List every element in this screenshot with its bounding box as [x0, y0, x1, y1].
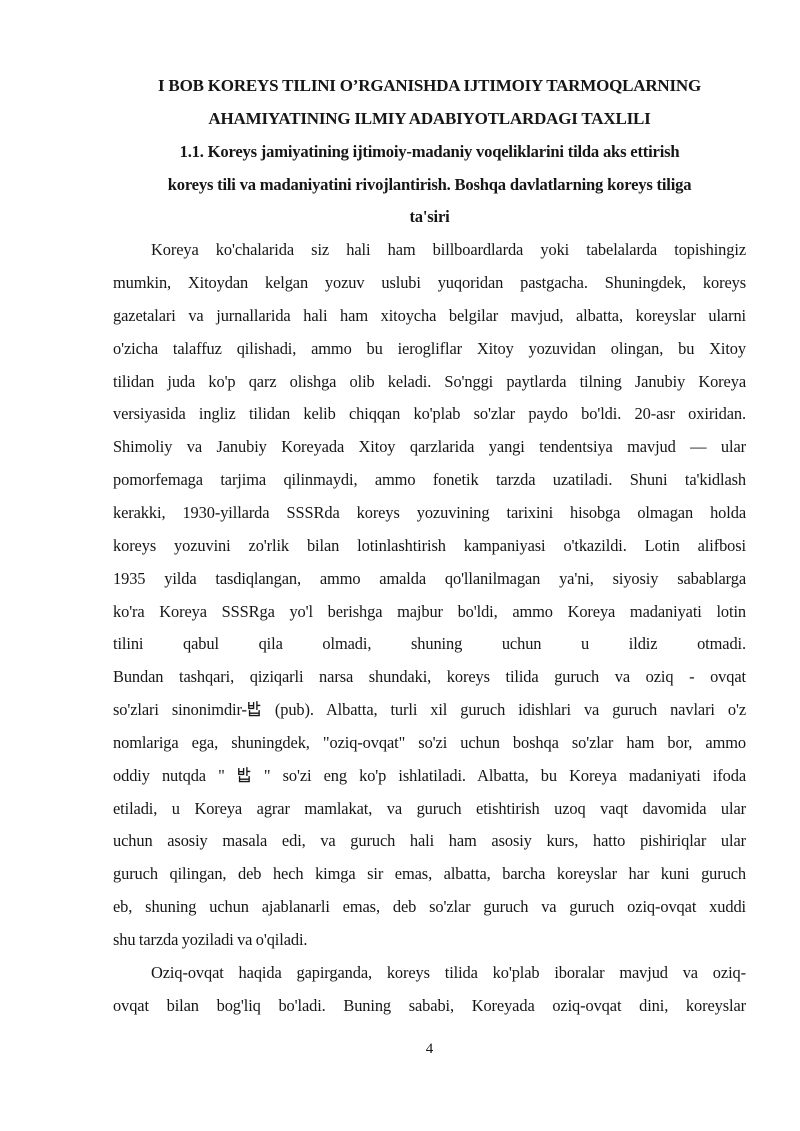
text-line: oddiy nutqda " " so'zi eng ko'p ishlatiladi. Albatta, bu Koreya madaniyati ifoda: [113, 765, 746, 785]
chapter-heading-line: AHAMIYATINING ILMIY ADABIYOTLARDAGI TAXLILI: [208, 108, 651, 128]
text-line: gazetalari va jurnallarida hali ham xitoycha belgilar mavjud, albatta, koreyslar ularni: [113, 305, 746, 325]
section-heading-line: 1.1. Koreys jamiyatining ijtimoiy-madaniy voqeliklarini tilda aks ettirish: [179, 141, 680, 161]
text-line: kerakki, 1930-yillarda SSSRda koreys yozuvining tarixini hisobga olmagan holda: [113, 502, 746, 522]
text-line: shu tarzda yoziladi va o'qiladi.: [113, 929, 308, 949]
paragraph: [113, 957, 746, 1023]
text-line: o'zicha talaffuz qilishadi, ammo bu ierogliflar Xitoy yozuvidan olingan, bu Xitoy: [113, 338, 746, 358]
chapter-heading-line: I BOB KOREYS TILINI O’RGANISHDA IJTIMOIY TARMOQLARNING: [157, 76, 702, 95]
section-heading-line: koreys tili va madaniyatini rivojlantirish. Boshqa davlatlarning koreys tiliga: [167, 174, 692, 194]
text-line: Koreya ko'chalarida siz hali ham billboardlarda yoki tabelalarda topishingiz: [151, 240, 746, 260]
text-line: tilidan juda ko'p qarz olishga olib keladi. So'nggi paytlarda tilning Janubiy Koreya: [113, 371, 746, 391]
hangul-bap-glyph: [247, 701, 262, 717]
page-number: 4: [425, 1041, 434, 1057]
section-heading: [113, 136, 746, 235]
text-line: 1935 yilda tasdiqlangan, ammo amalda qo'llanilmagan ya'ni, siyosiy sabablarga: [113, 568, 746, 588]
text-line: uchun asosiy masala edi, va guruch hali ham asosiy kurs, hatto pishiriqlar ular: [113, 831, 746, 851]
chapter-heading: [113, 70, 746, 136]
text-line: ko'ra Koreya SSSRga yo'l berishga majbur bo'ldi, ammo Koreya madaniyati lotin: [113, 601, 746, 621]
text-line: so'zlari sinonimdir- (pub). Albatta, turli xil guruch idishlari va guruch navlari o'z: [113, 700, 746, 720]
text-line: koreys yozuvini zo'rlik bilan lotinlashtirish kampaniyasi o'tkazildi. Lotin alifbosi: [113, 535, 746, 555]
text-line: ovqat bilan bog'liq bo'ladi. Buning sababi, Koreyada oziq-ovqat dini, koreyslar: [113, 995, 746, 1015]
text-line: Shimoliy va Janubiy Koreyada Xitoy qarzlarida yangi tendentsiya mavjud — ular: [113, 437, 746, 457]
hangul-bap-glyph: [237, 767, 252, 783]
text-line: versiyasida ingliz tilidan kelib chiqqan ko'plab so'zlar paydo bo'ldi. 20-asr oxiridan.: [113, 404, 746, 424]
text-line: eb, shuning uchun ajablanarli emas, deb so'zlar guruch va guruch oziq-ovqat xuddi: [113, 897, 746, 917]
body-text: [113, 234, 746, 1022]
text-line: nomlariga ega, shuningdek, "oziq-ovqat" so'zi uchun boshqa so'zlar ham bor, ammo: [113, 732, 746, 752]
paragraph: [113, 234, 746, 957]
text-line: Oziq-ovqat haqida gapirganda, koreys tilida ko'plab iboralar mavjud va oziq-: [151, 962, 746, 982]
text-line: Bundan tashqari, qiziqarli narsa shundaki, koreys tilida guruch va oziq - ovqat: [113, 667, 746, 687]
section-heading-line: ta'siri: [409, 207, 450, 227]
text-line: pomorfemaga tarjima qilinmaydi, ammo fonetik tarzda uzatiladi. Shuni ta'kidlash: [113, 470, 746, 490]
text-line: tilini qabul qila olmadi, shuning uchun u ildiz otmadi.: [113, 634, 746, 654]
text-line: etiladi, u Koreya agrar mamlakat, va guruch etishtirish uzoq vaqt davomida ular: [113, 798, 746, 818]
page-content: [113, 70, 746, 1022]
text-line: guruch qilingan, deb hech kimga sir emas, albatta, barcha koreyslar har kuni guruch: [113, 864, 746, 884]
text-line: mumkin, Xitoydan kelgan yozuv uslubi yuqoridan pastgacha. Shuningdek, koreys: [113, 273, 746, 293]
